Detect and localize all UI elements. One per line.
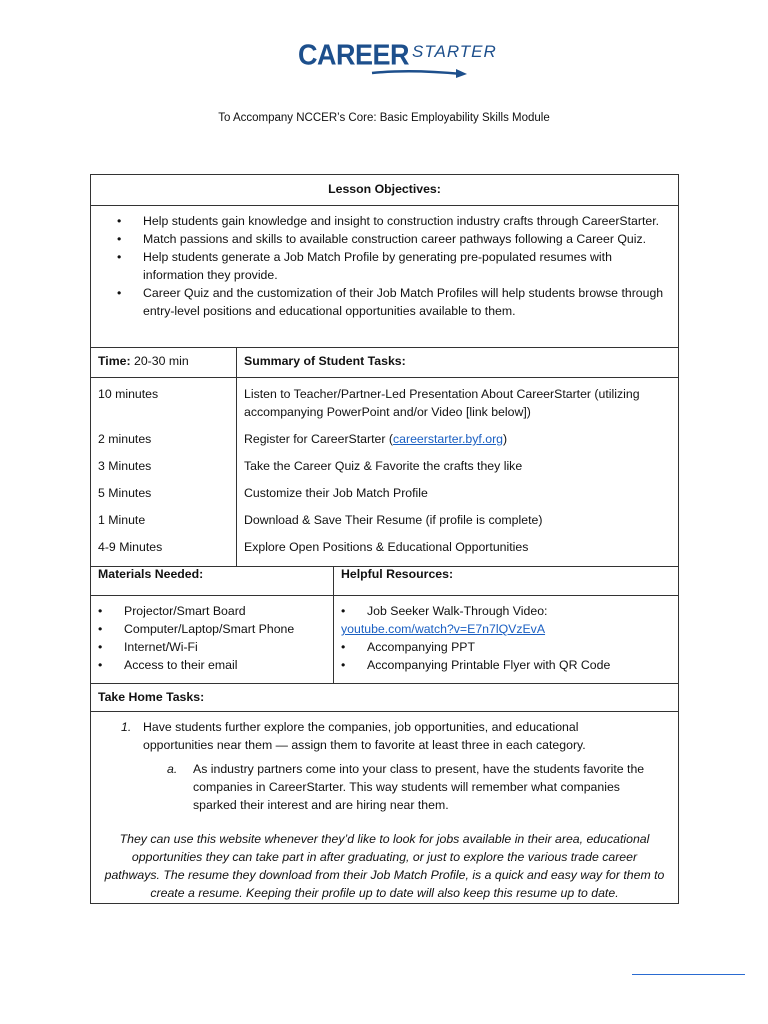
resources-header: Helpful Resources:	[341, 567, 454, 581]
logo-arrow-icon	[370, 67, 470, 79]
careerstarter-link[interactable]: careerstarter.byf.org	[392, 432, 504, 446]
task-row	[91, 450, 678, 477]
take-home-task: Have students further explore the companies, job opportunities, and educational opportunities near them — assign them to favorite at least three in each category.	[143, 720, 586, 752]
task-text: Explore Open Positions & Educational Opportunities	[244, 540, 529, 554]
summary-header: Summary of Student Tasks:	[244, 354, 406, 368]
tasks-block	[91, 377, 678, 566]
materials-row	[91, 595, 678, 683]
resource-item: • Accompanying PPT	[341, 638, 610, 656]
lesson-table	[90, 174, 679, 904]
time-value: 20-30 min	[134, 354, 189, 368]
take-home-body	[91, 711, 678, 903]
task-time: 4-9 Minutes	[91, 531, 237, 567]
task-row	[91, 378, 678, 423]
time-label: Time:	[98, 354, 131, 368]
task-time: 3 Minutes	[91, 450, 237, 477]
task-text: Take the Career Quiz & Favorite the crafts they like	[244, 459, 523, 473]
logo-starter: STARTER	[412, 42, 497, 61]
task-row	[91, 423, 678, 450]
task-row	[91, 477, 678, 504]
youtube-link[interactable]: youtube.com/watch?v=E7n7lQVzEvA	[341, 622, 546, 636]
task-row	[91, 504, 678, 531]
objective-item: • Help students gain knowledge and insight to construction industry crafts through CareerStarter.	[117, 212, 666, 230]
objective-item: • Help students generate a Job Match Profile by generating pre-populated resumes with information they provide.	[117, 248, 666, 284]
task-text: Customize their Job Match Profile	[244, 486, 428, 500]
resource-video: • Job Seeker Walk-Through Video:	[341, 602, 610, 620]
material-item: • Internet/Wi-Fi	[98, 638, 333, 656]
logo-career: CAREER	[298, 39, 410, 71]
take-home-subtask: As industry partners come into your class to present, have the students favorite the companies in CareerStarter. This way students will remember what companies sparked their interest and are hiring near them.	[193, 762, 645, 812]
task-text: Download & Save Their Resume (if profile is complete)	[244, 513, 543, 527]
time-header-row	[91, 347, 678, 377]
objectives-list	[91, 205, 678, 347]
list-number: 1.	[121, 720, 132, 734]
subtitle: To Accompany NCCER’s Core: Basic Employability Skills Module	[218, 112, 550, 124]
task-text: Register for CareerStarter (	[244, 432, 393, 446]
task-time: 10 minutes	[91, 378, 237, 423]
task-time: 1 Minute	[91, 504, 237, 531]
material-item: • Access to their email	[98, 656, 333, 674]
task-row	[91, 531, 678, 567]
task-time: 2 minutes	[91, 423, 237, 450]
objectives-header: Lesson Objectives:	[328, 182, 441, 196]
task-text-end: )	[503, 432, 508, 446]
objective-item: • Career Quiz and the customization of their Job Match Profiles will help students browse through entry-level positions and educational opportunities available to them.	[117, 284, 666, 320]
task-text: Listen to Teacher/Partner-Led Presentation About CareerStarter (utilizing accompanying PowerPoint and/or Video [link below])	[244, 387, 640, 419]
task-time: 5 Minutes	[91, 477, 237, 504]
material-item: • Computer/Laptop/Smart Phone	[98, 620, 333, 638]
materials-header: Materials Needed:	[91, 567, 334, 595]
material-item: • Projector/Smart Board	[98, 602, 333, 620]
resource-item: • Accompanying Printable Flyer with QR Code	[341, 656, 610, 674]
objective-item: • Match passions and skills to available construction career pathways following a Career Quiz.	[117, 230, 666, 248]
materials-header-row	[91, 566, 678, 595]
take-home-note: They can use this website whenever they’d like to look for jobs available in their area, educational opportunities they can take part in after graduating, or just to explore the various trade career pathways. The resume they download from their Job Match Profile, is a quick and easy way for them to create a resume. Keeping their profile up to date will also keep this resume up to date.	[104, 832, 665, 900]
take-home-header: Take Home Tasks:	[91, 683, 678, 711]
footer-line	[632, 974, 745, 975]
list-letter: a.	[167, 762, 178, 776]
